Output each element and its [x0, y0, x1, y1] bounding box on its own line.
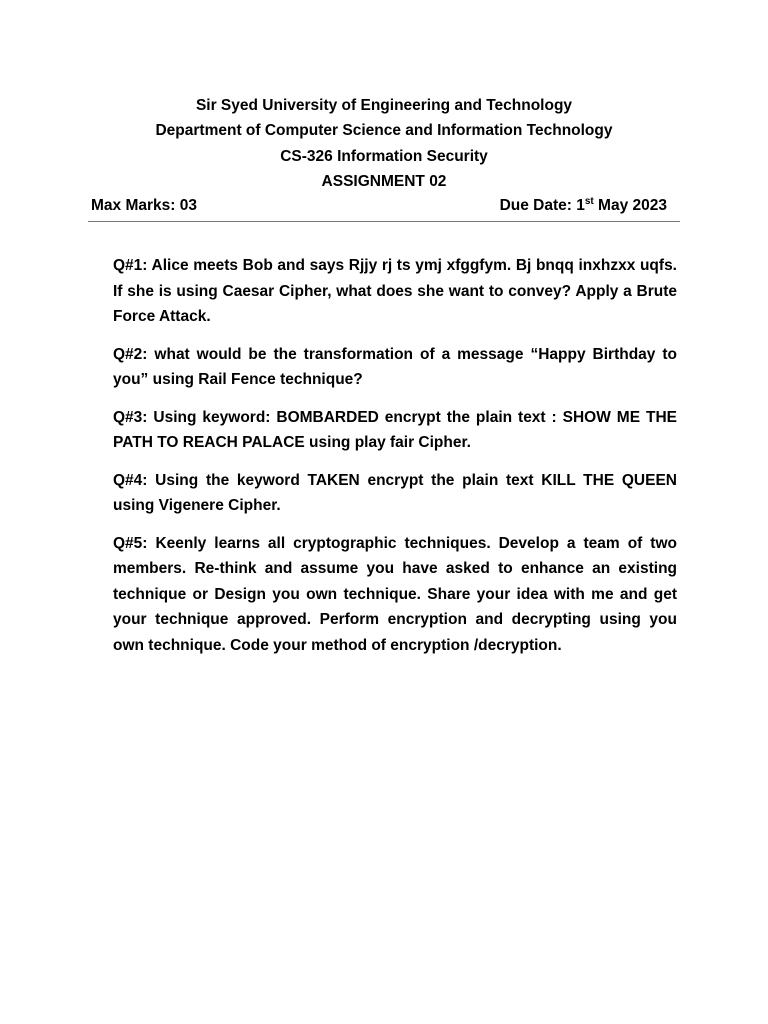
due-date-prefix: Due Date: 1: [499, 197, 585, 214]
course-title: CS-326 Information Security: [280, 147, 488, 165]
university-name: Sir Syed University of Engineering and Technology: [195, 97, 573, 114]
department-name: Department of Computer Science and Information Technology: [155, 122, 613, 140]
due-date: [500, 194, 667, 218]
assignment-title: ASSIGNMENT 02: [321, 172, 447, 190]
question-4: Q#4: Using the keyword TAKEN encrypt the plain text KILL THE QUEEN using Vigenere Cipher.: [113, 471, 677, 514]
question-2: Q#2: what would be the transformation of a message “Happy Birthday to you” using Rail Fence technique?: [113, 345, 677, 388]
question-5: Q#5: Keenly learns all cryptographic techniques. Develop a team of two members. Re-think and assume you have asked to enhance an existing technique or Design you own technique. Share your idea with me and get your technique approved. Perform encryption and decrypting using you own technique. Code your method of encryption /decryption.: [113, 534, 677, 654]
question-1: Q#1: Alice meets Bob and says Rjjy rj ts ymj xfggfym. Bj bnqq inxhzxx uqfs. If she is using Caesar Cipher, what does she want to convey? Apply a Brute Force Attack.: [113, 257, 677, 325]
header-divider: [88, 221, 680, 222]
document-header: [0, 93, 768, 194]
question-3: Q#3: Using keyword: BOMBARDED encrypt the plain text : SHOW ME THE PATH TO REACH PALACE using play fair Cipher.: [113, 408, 677, 451]
assignment-meta: [91, 194, 667, 218]
due-date-suffix: May 2023: [593, 197, 667, 214]
due-date-superscript: st: [584, 195, 594, 207]
question-list: [113, 253, 677, 670]
max-marks: Max Marks: 03: [91, 197, 197, 214]
